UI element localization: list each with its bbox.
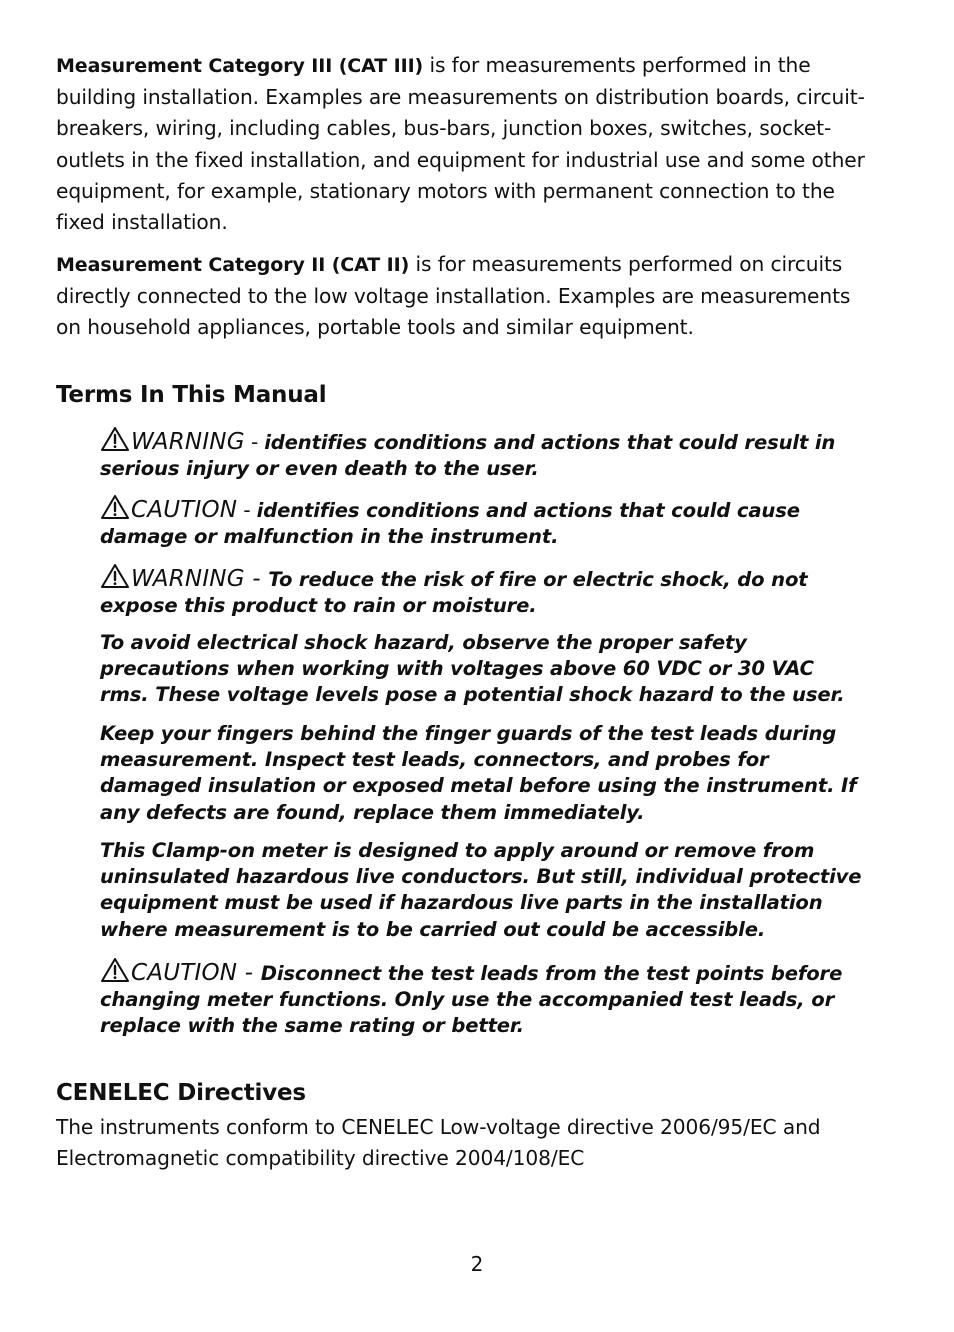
warning-label: WARNING	[131, 429, 245, 455]
cat3-title: Measurement Category III (CAT III)	[56, 55, 424, 77]
warning-definition	[100, 426, 868, 482]
page-number: 2	[470, 1252, 484, 1276]
warning-triangle-icon	[100, 957, 130, 983]
warning-fire-label: WARNING	[131, 566, 245, 592]
warning-triangle-icon	[100, 563, 130, 589]
shock-hazard-notice: To avoid electrical shock hazard, observe the proper safety precautions when working with voltages above 60 VDC or 30 VAC rms. These voltage levels pose a potential shock hazard to the user.	[100, 631, 845, 707]
cat2-text: is for measurements performed on circuits directly connected to the low voltage installation. Examples are measurements on household appliances, portable tools and similar equipment.	[56, 252, 851, 340]
clamp-meter-notice: This Clamp-on meter is designed to apply around or remove from uninsulated hazardous live conductors. But still, individual protective equipment must be used if hazardous live parts in the installation where measurement is to be carried out could be accessible.	[100, 839, 862, 941]
warning-fire-text: To reduce the risk of fire or electric shock, do not expose this product to rain or moisture.	[100, 568, 808, 618]
warning-fire-notice	[100, 563, 868, 619]
caution-definition	[100, 494, 868, 550]
cenelec-heading: CENELEC Directives	[56, 1080, 306, 1106]
caution-leads-label: CAUTION	[131, 960, 238, 986]
caution-label: CAUTION	[131, 497, 238, 523]
finger-guards-notice: Keep your fingers behind the finger guards of the test leads during measurement. Inspect test leads, connectors, and probes for damaged insulation or exposed metal before using the instrument. If any defects are found, replace them immediately.	[100, 722, 857, 824]
caution-leads-separator: -	[237, 960, 261, 986]
cenelec-paragraph: The instruments conform to CENELEC Low-voltage directive 2006/95/EC and Electromagnetic compatibility directive 2004/108/EC	[56, 1115, 821, 1171]
caution-leads-text: Disconnect the test leads from the test points before changing meter functions. Only use the accompanied test leads, or replace with the same rating or better.	[100, 962, 843, 1038]
warning-triangle-icon	[100, 426, 130, 452]
caution-separator: -	[237, 498, 257, 522]
cat2-paragraph	[56, 249, 866, 344]
cat3-text: is for measurements performed in the building installation. Examples are measurements on distribution boards, circuit- breakers, wiring, including cables, bus-bars, junction boxes, switches, socket-outlets in the fixed installation, and equipment for industrial use and some other equipment, for example, stationary motors with permanent connection to the fixed installation.	[56, 53, 865, 235]
cat2-title: Measurement Category II (CAT II)	[56, 254, 410, 276]
terms-heading: Terms In This Manual	[56, 382, 327, 408]
caution-leads-notice	[100, 957, 868, 1040]
warning-triangle-icon	[100, 494, 130, 520]
warning-separator: -	[244, 430, 265, 454]
cat3-paragraph	[56, 50, 866, 238]
warning-definition-text: identifies conditions and actions that could result in serious injury or even death to the user.	[100, 431, 836, 481]
caution-definition-text: identifies conditions and actions that could cause damage or malfunction in the instrument.	[100, 499, 800, 549]
warning-fire-separator: -	[244, 566, 269, 592]
